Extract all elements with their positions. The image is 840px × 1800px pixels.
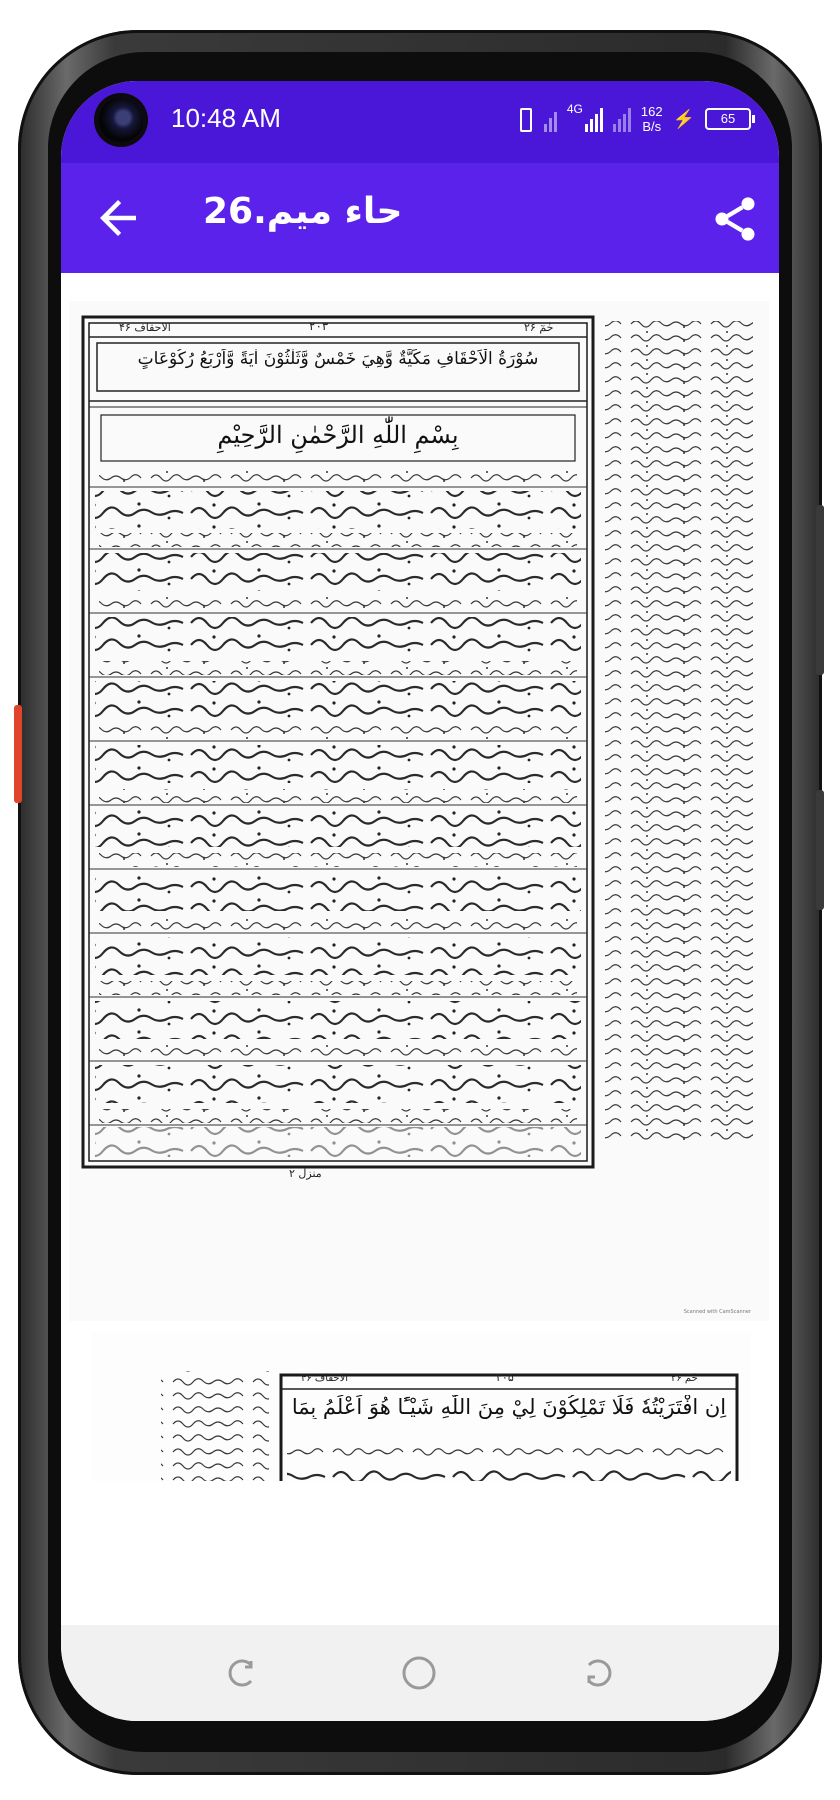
volume-button <box>816 505 824 675</box>
status-icons <box>514 99 751 139</box>
signal-icon <box>613 106 631 132</box>
signal-icon <box>585 106 603 132</box>
front-camera <box>98 97 144 143</box>
side-key-red <box>14 705 22 803</box>
home-icon <box>399 1653 439 1693</box>
quran-page-viewer[interactable] <box>61 273 779 1625</box>
share-button[interactable] <box>709 193 761 245</box>
status-bar <box>61 81 779 163</box>
page-header-right: حٰمٓ ۲۶ <box>524 321 554 334</box>
battery-icon: 65 <box>705 108 751 130</box>
nav-back-button[interactable] <box>579 1653 619 1693</box>
navigation-bar <box>61 1625 779 1721</box>
charging-icon: ⚡ <box>672 108 695 129</box>
signal-icon <box>544 106 557 132</box>
scan-watermark: Scanned with CamScanner <box>683 1309 751 1315</box>
nav-back-icon <box>579 1653 619 1693</box>
network-type: 4G <box>566 102 583 116</box>
home-button[interactable] <box>399 1653 439 1693</box>
bismillah: بِسْمِ اللّٰهِ الرَّحْمٰنِ الرَّحِيْمِ <box>217 421 459 449</box>
surah-heading: سُوْرَةُ الْاَحْقَافِ مَكِّيَّةٌ وَّهِيَ خَمْسٌ وَّثَلٰثُوْنَ اٰيَةً وَّاَرْبَعُ رُكُوْعَاتٍ <box>137 349 539 369</box>
network-speed: 162 B/s <box>640 104 663 134</box>
back-button[interactable] <box>91 191 145 245</box>
quran-page-image[interactable] <box>69 301 769 1321</box>
phone-screen <box>61 81 779 1721</box>
page-header-left: الاحقاف ۴۶ <box>301 1373 349 1384</box>
vibrate-icon <box>514 106 534 132</box>
page-number: ۲۰۵ <box>496 1371 514 1384</box>
quran-page-image-next[interactable] <box>91 1331 751 1481</box>
recent-apps-button[interactable] <box>221 1653 261 1693</box>
manzil-footer: منزل ۲ <box>289 1167 322 1180</box>
page-header-right: حٰمٓ ۲۶ <box>671 1373 698 1384</box>
status-time: 10:48 AM <box>171 103 281 133</box>
ayah-line: اِنِ افْتَرَيْتُهٗ فَلَا تَمْلِكُوْنَ لِيْ مِنَ اللّٰهِ شَيْـًٔا هُوَ اَعْلَمُ بِمَا <box>291 1395 727 1419</box>
arrow-back-icon <box>91 191 145 245</box>
page-title: 26.حاء میم <box>203 191 403 232</box>
power-button <box>816 790 824 910</box>
page-number: ۲۰۳ <box>309 319 329 333</box>
share-icon <box>709 193 761 245</box>
recent-apps-icon <box>221 1653 261 1693</box>
app-bar <box>61 163 779 273</box>
page-header-left: الاحقاف ۴۶ <box>119 321 171 334</box>
